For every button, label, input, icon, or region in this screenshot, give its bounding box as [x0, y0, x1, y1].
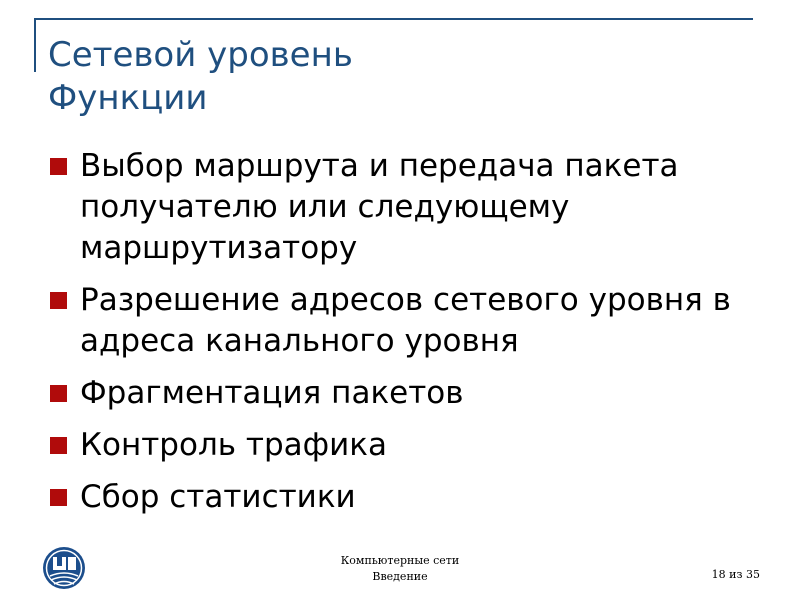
- bullet-item: [48, 373, 768, 414]
- title-top-rule: [34, 18, 753, 20]
- square-bullet-icon: [50, 158, 67, 175]
- bullet-item: [48, 146, 768, 269]
- bullet-text: Фрагментация пакетов: [80, 375, 464, 411]
- square-bullet-icon: [50, 292, 67, 309]
- title-left-rule: [34, 18, 36, 72]
- bullet-list: [48, 146, 768, 529]
- footer-section: Введение: [372, 570, 428, 583]
- bullet-item: [48, 280, 768, 362]
- slide-title-line-1: Сетевой уровень: [48, 35, 353, 75]
- bullet-text: Контроль трафика: [80, 427, 387, 463]
- page-number: 18 из 35: [711, 568, 760, 581]
- bullet-item: [48, 425, 768, 466]
- footer-course: Компьютерные сети: [340, 554, 460, 567]
- bullet-text: Сбор статистики: [80, 479, 356, 515]
- footer-center: [300, 553, 500, 585]
- slide-title: [48, 34, 353, 120]
- bullet-text: Разрешение адресов сетевого уровня в адреса канального уровня: [80, 282, 731, 359]
- square-bullet-icon: [50, 489, 67, 506]
- university-logo-icon: [42, 546, 86, 590]
- square-bullet-icon: [50, 437, 67, 454]
- bullet-item: [48, 477, 768, 518]
- square-bullet-icon: [50, 385, 67, 402]
- slide-title-line-2: Функции: [48, 78, 208, 118]
- bullet-text: Выбор маршрута и передача пакета получателю или следующему маршрутизатору: [80, 148, 679, 266]
